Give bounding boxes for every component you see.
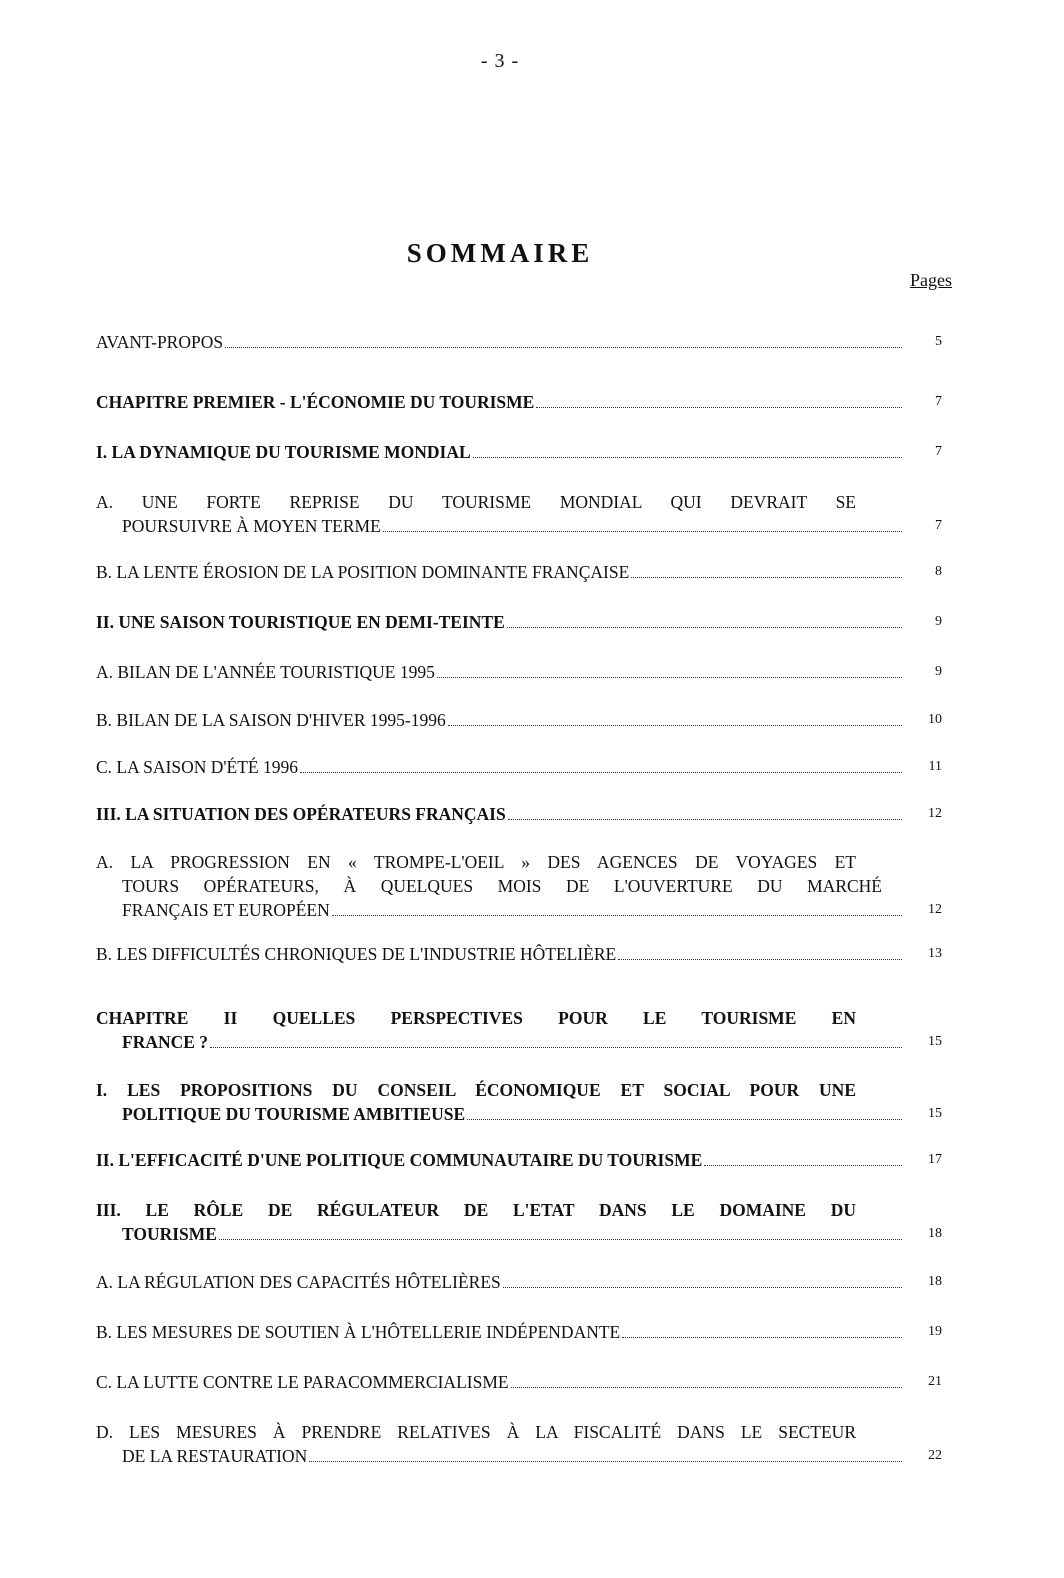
dot-leader [511,1387,902,1388]
toc-entry-text: POURSUIVRE À MOYEN TERME [122,516,381,536]
toc-entry-text: AVANT-PROPOS [96,332,224,352]
toc-entry [96,1078,942,1126]
toc-entry-text: III. LA SITUATION DES OPÉRATEURS FRANÇAIS [96,804,506,824]
toc-entry [96,850,942,922]
toc-entry [96,1270,942,1294]
toc-entry [96,1320,942,1344]
toc-entry-text: DE LA RESTAURATION [122,1446,308,1466]
dot-leader [309,1461,902,1462]
dot-leader [219,1239,902,1240]
toc-page-number: 12 [928,806,942,821]
pages-column-label: Pages [910,270,952,290]
toc-entry-text: D. LES MESURES À PRENDRE RELATIVES À LA FISCALITÉ DANS LE SECTEUR [96,1422,856,1442]
toc-page-number: 15 [928,1106,942,1121]
toc-page-number: 5 [935,334,942,349]
dot-leader [448,725,902,726]
dot-leader [536,407,902,408]
toc-entry [96,942,942,966]
toc-entry-text: II. UNE SAISON TOURISTIQUE EN DEMI-TEINTE [96,612,505,632]
toc-entry [96,490,942,538]
toc-entry-text: I. LES PROPOSITIONS DU CONSEIL ÉCONOMIQUE ET SOCIAL POUR UNE [96,1080,856,1100]
toc-entry [96,390,942,414]
dot-leader [467,1119,902,1120]
toc-entry-text: III. LE RÔLE DE RÉGULATEUR DE L'ETAT DANS LE DOMAINE DU [96,1200,856,1220]
toc-page-number: 7 [935,394,942,409]
toc-entry-text: A. LA PROGRESSION EN « TROMPE-L'OEIL » DES AGENCES DE VOYAGES ET [96,852,856,872]
toc-entry [96,610,942,634]
toc-entry [96,1370,942,1394]
toc-entry-text: TOURS OPÉRATEURS, À QUELQUES MOIS DE L'OUVERTURE DU MARCHÉ [122,876,882,896]
toc-entry-text: I. LA DYNAMIQUE DU TOURISME MONDIAL [96,442,471,462]
toc-page-number: 18 [928,1226,942,1241]
toc-entry [96,440,942,464]
dot-leader [631,577,902,578]
toc-entry-text: A. LA RÉGULATION DES CAPACITÉS HÔTELIÈRES [96,1272,501,1292]
toc-entry-text: C. LA LUTTE CONTRE LE PARACOMMERCIALISME [96,1372,509,1392]
dot-leader [383,531,902,532]
toc-entry-text: B. LES MESURES DE SOUTIEN À L'HÔTELLERIE INDÉPENDANTE [96,1322,621,1342]
toc-entry [96,802,942,826]
toc-page-number: 21 [928,1374,942,1389]
toc-page-number: 7 [935,444,942,459]
dot-leader [507,627,902,628]
toc-entry-text: B. LES DIFFICULTÉS CHRONIQUES DE L'INDUSTRIE HÔTELIÈRE [96,944,617,964]
toc-entry-text: A. UNE FORTE REPRISE DU TOURISME MONDIAL QUI DEVRAIT SE [96,492,856,512]
dot-leader [210,1047,902,1048]
dot-leader [503,1287,902,1288]
toc-entry-text: CHAPITRE PREMIER - L'ÉCONOMIE DU TOURISME [96,392,535,412]
toc-entry-text: POLITIQUE DU TOURISME AMBITIEUSE [122,1104,466,1124]
toc-entry [96,1198,942,1246]
toc-page-number: 12 [928,902,942,917]
toc-entry-text: B. BILAN DE LA SAISON D'HIVER 1995-1996 [96,710,446,730]
toc-page-number: 22 [928,1448,942,1463]
toc-entry [96,1148,942,1172]
toc-page-number: 10 [928,712,942,727]
toc-page-number: 11 [928,759,942,774]
toc-entry [96,1006,942,1054]
dot-leader [437,677,902,678]
toc-entry-text: II. L'EFFICACITÉ D'UNE POLITIQUE COMMUNAUTAIRE DU TOURISME [96,1150,703,1170]
toc-page-number: 19 [928,1324,942,1339]
dot-leader [332,915,902,916]
toc-page-number: 9 [935,664,942,679]
toc-entry-text: A. BILAN DE L'ANNÉE TOURISTIQUE 1995 [96,662,435,682]
dot-leader [704,1165,902,1166]
toc-entry [96,660,942,684]
toc-entry-text: FRANÇAIS ET EUROPÉEN [122,900,330,920]
dot-leader [300,772,902,773]
toc-page-number: 18 [928,1274,942,1289]
toc-entry-text: B. LA LENTE ÉROSION DE LA POSITION DOMINANTE FRANÇAISE [96,562,630,582]
toc-entry-text: FRANCE ? [122,1032,209,1052]
toc-entry-text: CHAPITRE II QUELLES PERSPECTIVES POUR LE TOURISME EN [96,1008,856,1028]
toc-page-number: 15 [928,1034,942,1049]
toc-entry [96,755,942,779]
toc-entry [96,1420,942,1468]
toc-entry [96,330,942,354]
toc-page-number: 17 [928,1152,942,1167]
dot-leader [508,819,902,820]
dot-leader [622,1337,902,1338]
dot-leader [473,457,902,458]
page-number: - 3 - [480,50,520,72]
page-title: SOMMAIRE [406,238,594,268]
toc-entry [96,560,942,584]
toc-entry-text: TOURISME [122,1224,217,1244]
dot-leader [225,347,902,348]
dot-leader [618,959,902,960]
toc-page-number: 8 [935,564,942,579]
toc-page-number: 7 [935,518,942,533]
toc-page-number: 9 [935,614,942,629]
toc-page-number: 13 [928,946,942,961]
toc-entry-text: C. LA SAISON D'ÉTÉ 1996 [96,757,298,777]
toc-entry [96,708,942,732]
